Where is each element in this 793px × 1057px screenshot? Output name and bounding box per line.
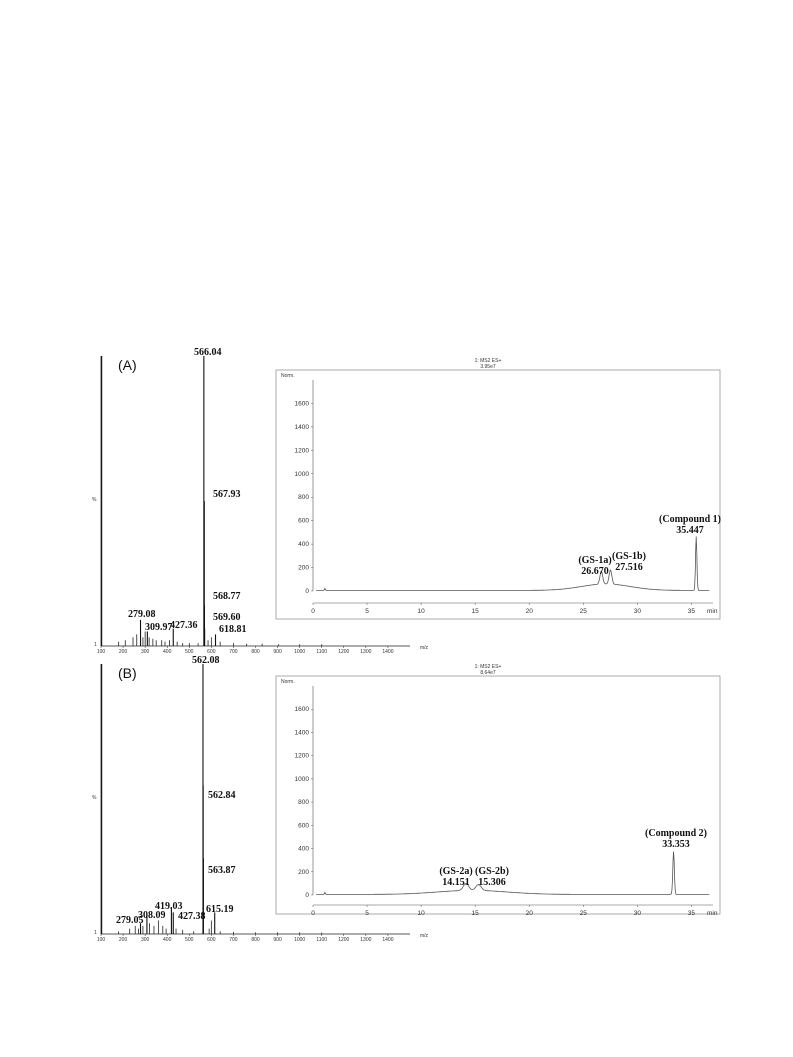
x-tick-label: 1400 — [382, 649, 394, 655]
x-axis-unit: m/z — [420, 645, 429, 651]
y-tick-label: 0 — [305, 892, 309, 899]
x-tick-label: 1000 — [294, 937, 306, 943]
x-tick-label: 1100 — [316, 937, 328, 943]
x-tick-label: 400 — [163, 937, 172, 943]
peak-label: 308.09 — [138, 910, 166, 921]
peak-label: 427.36 — [170, 620, 198, 631]
peak-annotation-name: (Compound 1) — [659, 514, 721, 525]
chromatogram-subheader: 3.95e7 — [480, 364, 496, 370]
x-axis-unit: min — [707, 608, 718, 615]
x-axis-unit: min — [707, 910, 718, 917]
x-tick-label: 600 — [207, 649, 216, 655]
chromatogram-trace — [316, 537, 709, 591]
x-tick-label: 500 — [185, 937, 194, 943]
y-tick-label: 800 — [298, 799, 309, 807]
peak-label: 569.60 — [213, 612, 241, 623]
peak-annotation-value: 26.670 — [581, 566, 609, 577]
x-tick-label: 1000 — [294, 649, 306, 655]
chromatogram-b — [276, 664, 720, 917]
x-tick-label: 35 — [687, 608, 695, 615]
x-tick-label: 5 — [365, 910, 369, 917]
x-tick-label: 400 — [163, 649, 172, 655]
peak-annotation-value: 14.151 — [442, 877, 470, 888]
x-tick-label: 5 — [365, 608, 369, 615]
y-axis-label: % — [92, 497, 97, 503]
x-tick-label: 700 — [229, 649, 238, 655]
x-tick-label: 0 — [311, 608, 315, 615]
x-tick-label: 10 — [417, 608, 425, 615]
y-tick-label: 1400 — [294, 423, 309, 431]
y-min-tick-label: 1 — [94, 930, 97, 936]
peak-label: 566.04 — [194, 347, 222, 358]
peak-annotation-value: 27.516 — [615, 562, 643, 573]
peak-annotation-name: (GS-1a) — [578, 555, 612, 566]
panel-label: (A) — [118, 357, 137, 373]
peak-annotation-name: (GS-2a) — [439, 866, 473, 877]
x-tick-label: 20 — [525, 910, 533, 917]
y-tick-label: 1000 — [294, 775, 309, 783]
mass-spectrum-b — [92, 655, 429, 943]
chromatogram-header: 1: MS2 ES+ — [474, 358, 502, 364]
x-tick-label: 10 — [417, 910, 425, 917]
y-tick-label: 1600 — [294, 400, 309, 408]
y-tick-label: 400 — [298, 541, 309, 549]
x-tick-label: 1300 — [360, 649, 372, 655]
x-tick-label: 1200 — [338, 937, 350, 943]
x-tick-label: 200 — [118, 937, 128, 943]
x-tick-label: 900 — [273, 649, 282, 655]
peak-annotation-name: (GS-2b) — [475, 866, 509, 877]
peak-label: 567.93 — [213, 489, 241, 500]
peak-label: 562.08 — [192, 655, 220, 666]
chromatogram-a — [276, 358, 721, 619]
peak-label: 615.19 — [206, 904, 234, 915]
x-tick-label: 1300 — [360, 937, 372, 943]
x-tick-label: 1200 — [338, 649, 350, 655]
peak-annotation-value: 33.353 — [662, 839, 690, 850]
y-axis-label: Norm. — [281, 679, 295, 685]
y-tick-label: 1600 — [294, 706, 309, 714]
peak-annotation-name: (GS-1b) — [612, 551, 646, 562]
x-tick-label: 0 — [311, 910, 315, 917]
x-tick-label: 800 — [251, 649, 260, 655]
peak-label: 279.05 — [116, 915, 144, 926]
y-tick-label: 1200 — [294, 447, 309, 455]
x-tick-label: 1100 — [316, 649, 328, 655]
peak-annotation-value: 35.447 — [676, 525, 704, 536]
y-tick-label: 1400 — [294, 729, 309, 737]
y-tick-label: 0 — [305, 588, 309, 595]
x-tick-label: 35 — [687, 910, 695, 917]
y-axis-label: Norm. — [281, 373, 295, 379]
y-axis-label: % — [92, 795, 97, 801]
x-tick-label: 15 — [471, 608, 479, 615]
peak-annotation-value: 15.306 — [478, 877, 506, 888]
y-tick-label: 400 — [298, 845, 309, 853]
x-tick-label: 100 — [96, 937, 106, 943]
y-tick-label: 600 — [298, 517, 309, 525]
peak-label: 618.81 — [219, 624, 247, 635]
chromatogram-subheader: 8.64e7 — [480, 670, 496, 676]
x-tick-label: 20 — [525, 608, 533, 615]
x-tick-label: 700 — [229, 937, 238, 943]
y-tick-label: 800 — [298, 494, 309, 502]
x-tick-label: 15 — [471, 910, 479, 917]
x-tick-label: 200 — [118, 649, 128, 655]
x-tick-label: 300 — [140, 649, 150, 655]
x-tick-label: 300 — [140, 937, 150, 943]
peak-label: 419.03 — [155, 901, 183, 912]
x-tick-label: 800 — [251, 937, 260, 943]
panel-label: (B) — [118, 665, 137, 681]
x-axis-unit: m/z — [420, 933, 429, 939]
x-tick-label: 900 — [273, 937, 282, 943]
x-tick-label: 600 — [207, 937, 216, 943]
chromatogram-trace — [316, 852, 709, 895]
x-tick-label: 25 — [579, 910, 587, 917]
y-tick-label: 200 — [298, 564, 309, 572]
y-tick-label: 600 — [298, 822, 309, 830]
peak-label: 279.08 — [128, 609, 156, 620]
x-tick-label: 1400 — [382, 937, 394, 943]
peak-label: 427.38 — [178, 911, 206, 922]
peak-label: 309.97 — [145, 622, 173, 633]
y-tick-label: 1200 — [294, 752, 309, 760]
y-min-tick-label: 1 — [94, 642, 97, 648]
x-tick-label: 30 — [633, 910, 641, 917]
y-tick-label: 1000 — [294, 470, 309, 478]
y-tick-label: 200 — [298, 868, 309, 876]
chromatogram-header: 1: MS2 ES+ — [474, 664, 502, 670]
peak-label: 568.77 — [213, 591, 241, 602]
x-tick-label: 30 — [633, 608, 641, 615]
x-tick-label: 25 — [579, 608, 587, 615]
chromatogram-frame — [276, 370, 720, 619]
x-tick-label: 100 — [96, 649, 106, 655]
mass-spectrum-a — [92, 347, 429, 655]
peak-label: 562.84 — [208, 790, 236, 801]
peak-label: 563.87 — [208, 865, 236, 876]
peak-annotation-name: (Compound 2) — [645, 828, 707, 839]
x-tick-label: 500 — [185, 649, 194, 655]
